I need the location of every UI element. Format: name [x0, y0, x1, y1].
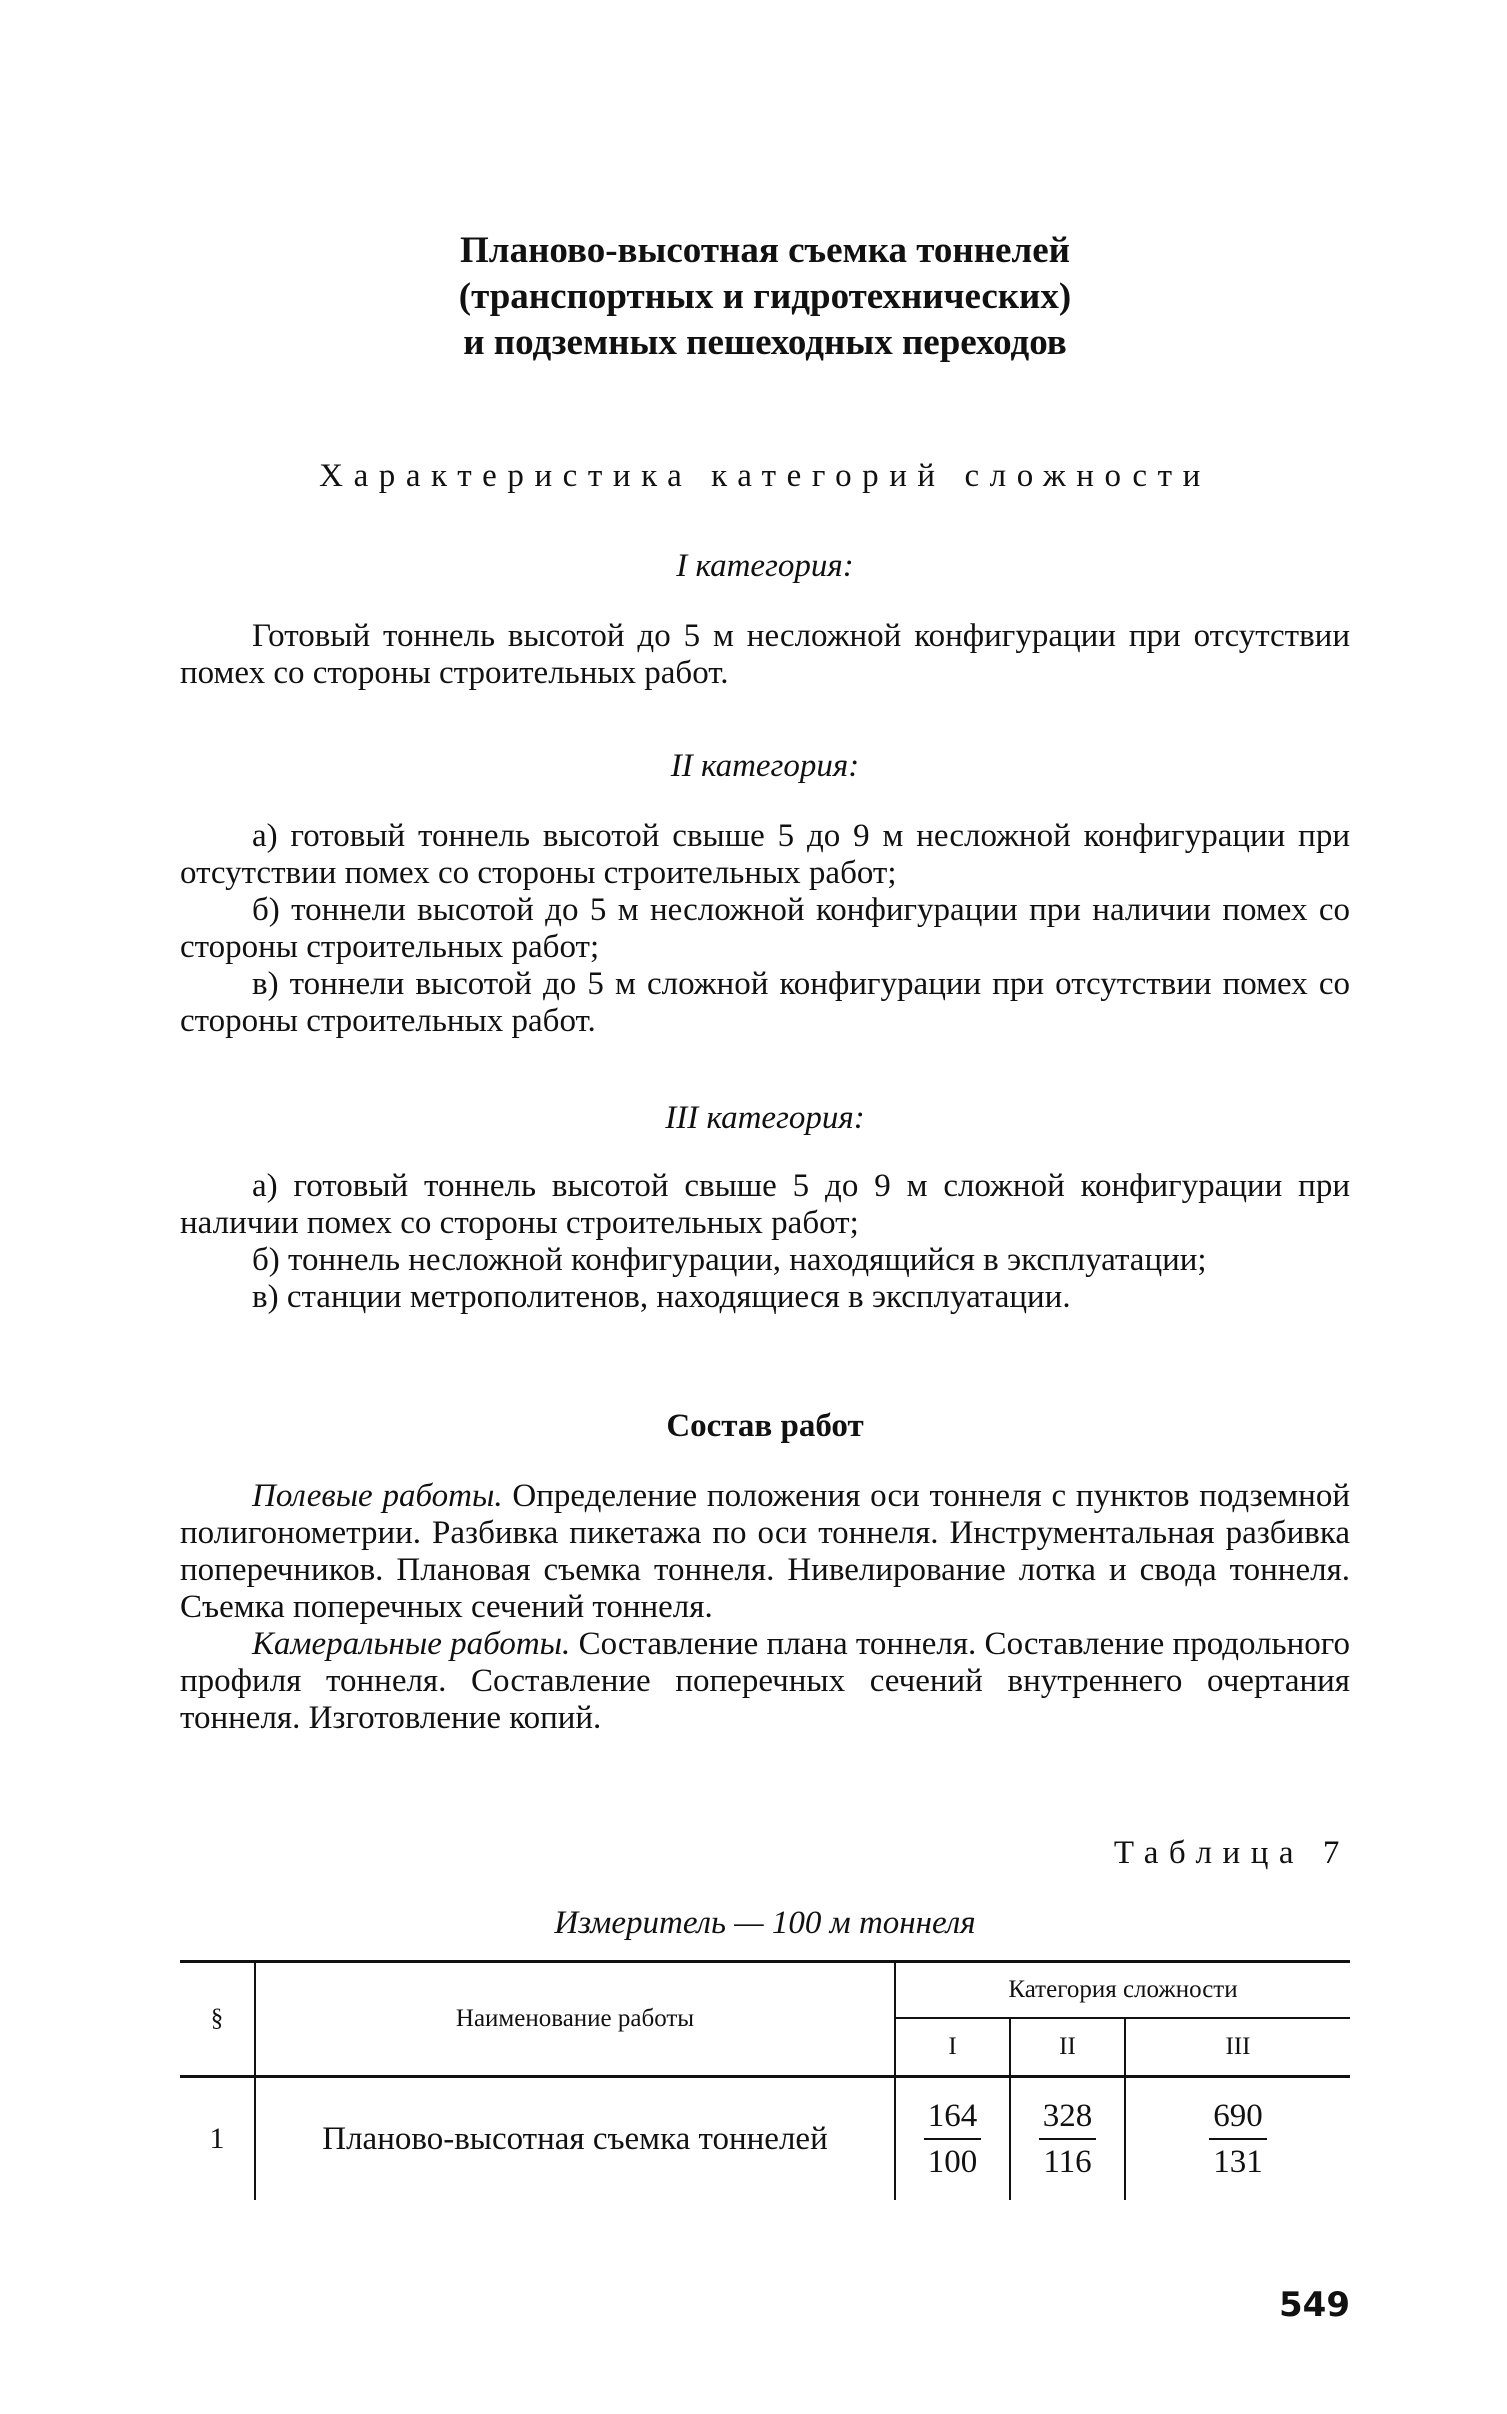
header-category-i: I — [895, 2018, 1010, 2077]
title-line-3: и подземных пешеходных переходов — [463, 322, 1067, 363]
page-number: 549 — [1279, 2285, 1350, 2325]
cell-category-ii — [1010, 2077, 1125, 2201]
value-denominator: 131 — [1213, 2144, 1263, 2180]
table-title: Таблица 7 — [1113, 1835, 1350, 1871]
category-1-block — [180, 618, 1350, 692]
category-2-item-c: в) тоннели высотой до 5 м сложной конфигурации при отсутствии помех со стороны строительных работ. — [180, 966, 1350, 1039]
page-title — [180, 228, 1350, 366]
header-work-name: Наименование работы — [255, 1962, 895, 2077]
category-3-heading: III категория: — [665, 1100, 865, 1136]
value-numerator: 164 — [924, 2094, 982, 2140]
category-3-item-c: в) станции метрополитенов, находящиеся в эксплуатации. — [252, 1279, 1071, 1315]
row-number: 1 — [180, 2077, 255, 2201]
cell-category-iii — [1125, 2077, 1350, 2201]
office-works-text: Составление плана тоннеля. Составление продольного профиля тоннеля. Составление поперечных сечений внутреннего очертания тоннеля. Изготовление копий. — [180, 1626, 1350, 1736]
title-line-1: Планово-высотная съемка тоннелей — [460, 230, 1070, 271]
row-work-name: Планово-высотная съемка тоннелей — [255, 2077, 895, 2201]
header-section: § — [180, 1962, 255, 2077]
document-page — [180, 0, 1350, 2414]
header-category: Категория сложности — [895, 1962, 1350, 2019]
field-works-label: Полевые работы. — [252, 1478, 503, 1514]
field-works-text: Определение положения оси тоннеля с пунктов подземной полигонометрии. Разбивка пикетажа по оси тоннеля. Инструментальная разбивка поперечников. Плановая съемка тоннеля. Нивелирование лотка и свода тоннеля. Съемка поперечных сечений тоннеля. — [180, 1478, 1350, 1625]
work-table — [180, 1960, 1350, 2200]
value-numerator: 328 — [1039, 2094, 1097, 2140]
header-category-ii: II — [1010, 2018, 1125, 2077]
value-fraction — [1039, 2094, 1097, 2184]
category-3-item-b: б) тоннель несложной конфигурации, находящийся в эксплуатации; — [252, 1242, 1207, 1278]
table-row — [180, 2077, 1350, 2201]
cell-category-i — [895, 2077, 1010, 2201]
field-works-paragraph — [180, 1478, 1350, 1626]
section-heading-characteristics: Характеристика категорий сложности — [319, 458, 1211, 494]
category-2-item-a: а) готовый тоннель высотой свыше 5 до 9 м несложной конфигурации при отсутствии помех со стороны строительных работ; — [180, 818, 1350, 891]
value-numerator: 690 — [1209, 2094, 1267, 2140]
category-2-heading: II категория: — [670, 748, 860, 784]
category-3-item-a: а) готовый тоннель высотой свыше 5 до 9 м сложной конфигурации при наличии помех со стороны строительных работ; — [180, 1168, 1350, 1241]
title-line-2: (транспортных и гидротехнических) — [458, 276, 1072, 317]
office-works-paragraph — [180, 1626, 1350, 1737]
office-works-label: Камеральные работы. — [252, 1626, 571, 1662]
value-fraction — [1209, 2094, 1267, 2184]
composition-block — [180, 1478, 1350, 1737]
composition-heading: Состав работ — [666, 1408, 864, 1444]
category-1-heading: I категория: — [676, 548, 854, 584]
value-denominator: 100 — [927, 2144, 978, 2180]
category-1-text: Готовый тоннель высотой до 5 м несложной конфигурации при отсутствии помех со стороны строительных работ. — [180, 618, 1350, 691]
header-category-iii: III — [1225, 2033, 1251, 2060]
category-2-list — [180, 818, 1350, 1040]
category-3-list — [180, 1168, 1350, 1316]
category-2-item-b: б) тоннели высотой до 5 м несложной конфигурации при наличии помех со стороны строительных работ; — [180, 892, 1350, 965]
value-fraction — [924, 2094, 982, 2184]
table-measure: Измеритель — 100 м тоннеля — [554, 1905, 976, 1941]
table-wrapper — [180, 1960, 1350, 2200]
value-denominator: 116 — [1043, 2144, 1092, 2180]
